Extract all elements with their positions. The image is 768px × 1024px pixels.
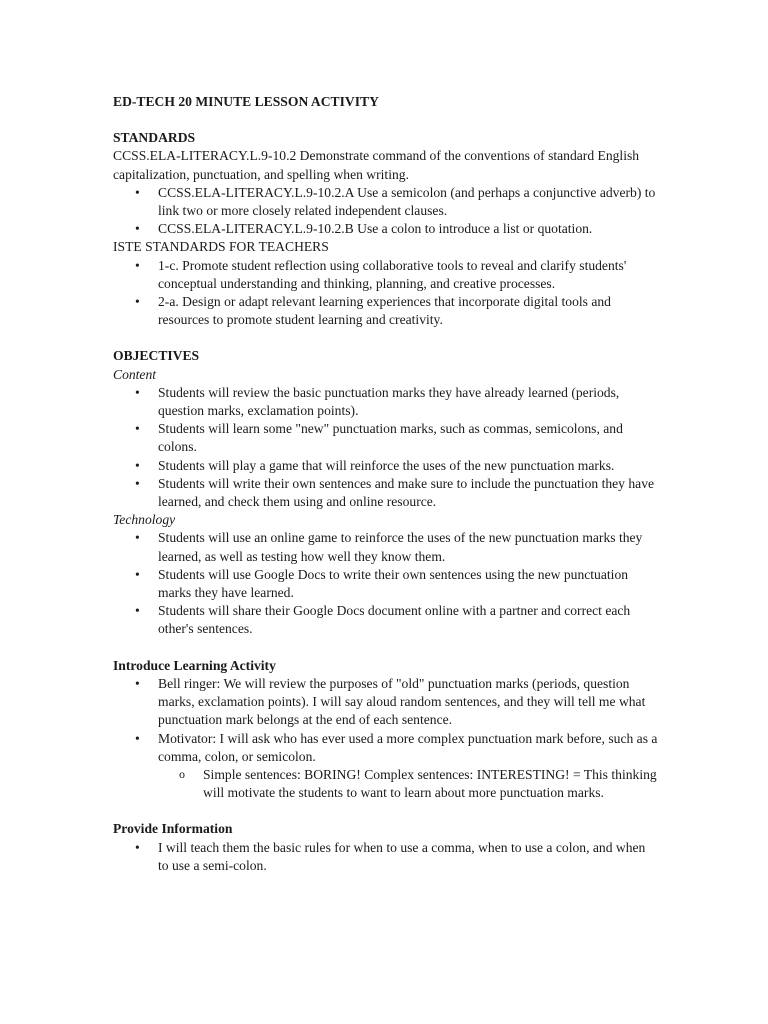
list-item: • Students will use Google Docs to write their own sentences using the new punctuation marks they have learned. (113, 566, 658, 602)
list-item: • Bell ringer: We will review the purposes of "old" punctuation marks (periods, question marks, exclamation points). I will say aloud random sentences, and they will tell me what punctuation mark belongs at the end of each sentence. (113, 675, 658, 730)
document-body (113, 93, 658, 875)
technology-objectives-list (113, 529, 658, 638)
technology-subheading: Technology (113, 512, 176, 528)
iste-heading: ISTE STANDARDS FOR TEACHERS (113, 239, 329, 255)
list-item: • Students will review the basic punctuation marks they have already learned (periods, question marks, exclamation points). (113, 384, 658, 420)
list-item-text: Motivator: I will ask who has ever used a more complex punctuation mark before, such as a comma, colon, or semicolon. (158, 730, 658, 764)
list-item: • 1-c. Promote student reflection using collaborative tools to reveal and clarify students' conceptual understanding and thinking, planning, and creative processes. (113, 257, 658, 293)
provide-list (113, 839, 658, 875)
standards-heading: STANDARDS (113, 130, 196, 146)
introduce-list (113, 675, 658, 766)
standards-intro: CCSS.ELA-LITERACY.L.9-10.2 Demonstrate command of the conventions of standard English capitalization, punctuation, and spelling when writing. (113, 148, 640, 182)
list-item: • Students will use an online game to reinforce the uses of the new punctuation marks they learned, as well as testing how well they know them. (113, 529, 658, 565)
list-item: • Students will play a game that will reinforce the uses of the new punctuation marks. (113, 457, 658, 475)
list-item: • CCSS.ELA-LITERACY.L.9-10.2.A Use a semicolon (and perhaps a conjunctive adverb) to link two or more closely related independent clauses. (113, 184, 658, 220)
list-item: • 2-a. Design or adapt relevant learning experiences that incorporate digital tools and resources to promote student learning and creativity. (113, 293, 658, 329)
document-title: ED-TECH 20 MINUTE LESSON ACTIVITY (113, 94, 379, 109)
list-item: • Students will learn some "new" punctuation marks, such as commas, semicolons, and colons. (113, 420, 658, 456)
list-item: • I will teach them the basic rules for when to use a comma, when to use a colon, and when to use a semi-colon. (113, 839, 658, 875)
objectives-heading: OBJECTIVES (113, 348, 200, 364)
standards-list (113, 184, 658, 239)
iste-list (113, 257, 658, 330)
list-item (113, 730, 658, 766)
provide-heading: Provide Information (113, 821, 233, 837)
content-objectives-list (113, 384, 658, 511)
list-item: • CCSS.ELA-LITERACY.L.9-10.2.B Use a colon to introduce a list or quotation. (113, 220, 658, 238)
introduce-sublist (113, 766, 658, 802)
introduce-heading: Introduce Learning Activity (113, 657, 276, 673)
content-subheading: Content (113, 366, 157, 382)
sub-list-item: o Simple sentences: BORING! Complex sentences: INTERESTING! = This thinking will motivate the students to want to learn about more punctuation marks. (113, 766, 658, 802)
list-item: • Students will write their own sentences and make sure to include the punctuation they have learned, and check them using and online resource. (113, 475, 658, 511)
list-item: • Students will share their Google Docs document online with a partner and correct each other's sentences. (113, 602, 658, 638)
